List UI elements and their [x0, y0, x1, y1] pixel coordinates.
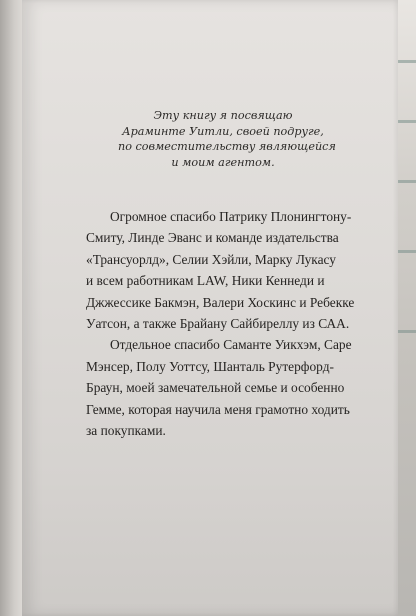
ack-line: Отдельное спасибо Саманте Уикхэм, Саре: [110, 337, 352, 353]
ack-line: Гемме, которая научила меня грамотно ходить: [86, 401, 350, 417]
dedication-line: Араминте Уитли, своей подруге,: [122, 124, 324, 138]
ack-line: Браун, моей замечательной семье и особенно: [86, 380, 345, 396]
ack-line: «Трансуорлд», Селии Хэйли, Марку Лукасу: [86, 251, 336, 267]
ack-line: и всем работникам LAW, Ники Кеннеди и: [86, 273, 325, 289]
ack-line: Мэнсер, Полу Уоттсу, Шанталь Рутерфорд-: [86, 358, 334, 374]
ack-line: Огромное спасибо Патрику Плонингтону-: [110, 209, 352, 224]
ack-line: за покупками.: [86, 423, 166, 439]
ack-line: Джжессике Бакмэн, Валери Хоскинс и Ребекке: [86, 294, 355, 310]
book-page: [22, 0, 398, 616]
ack-line: Уатсон, а также Брайану Сайбиреллу из САА.: [86, 316, 350, 332]
acknowledgements-block: [86, 206, 366, 441]
ack-line: Смиту, Линде Эванс и команде издательства: [86, 230, 339, 246]
dedication-block: [118, 108, 336, 170]
dedication-line: по совместительству являющейся: [118, 140, 336, 153]
dedication-line: Эту книгу я посвящаю: [153, 109, 293, 122]
dedication-line: и моим агентом.: [171, 155, 275, 169]
